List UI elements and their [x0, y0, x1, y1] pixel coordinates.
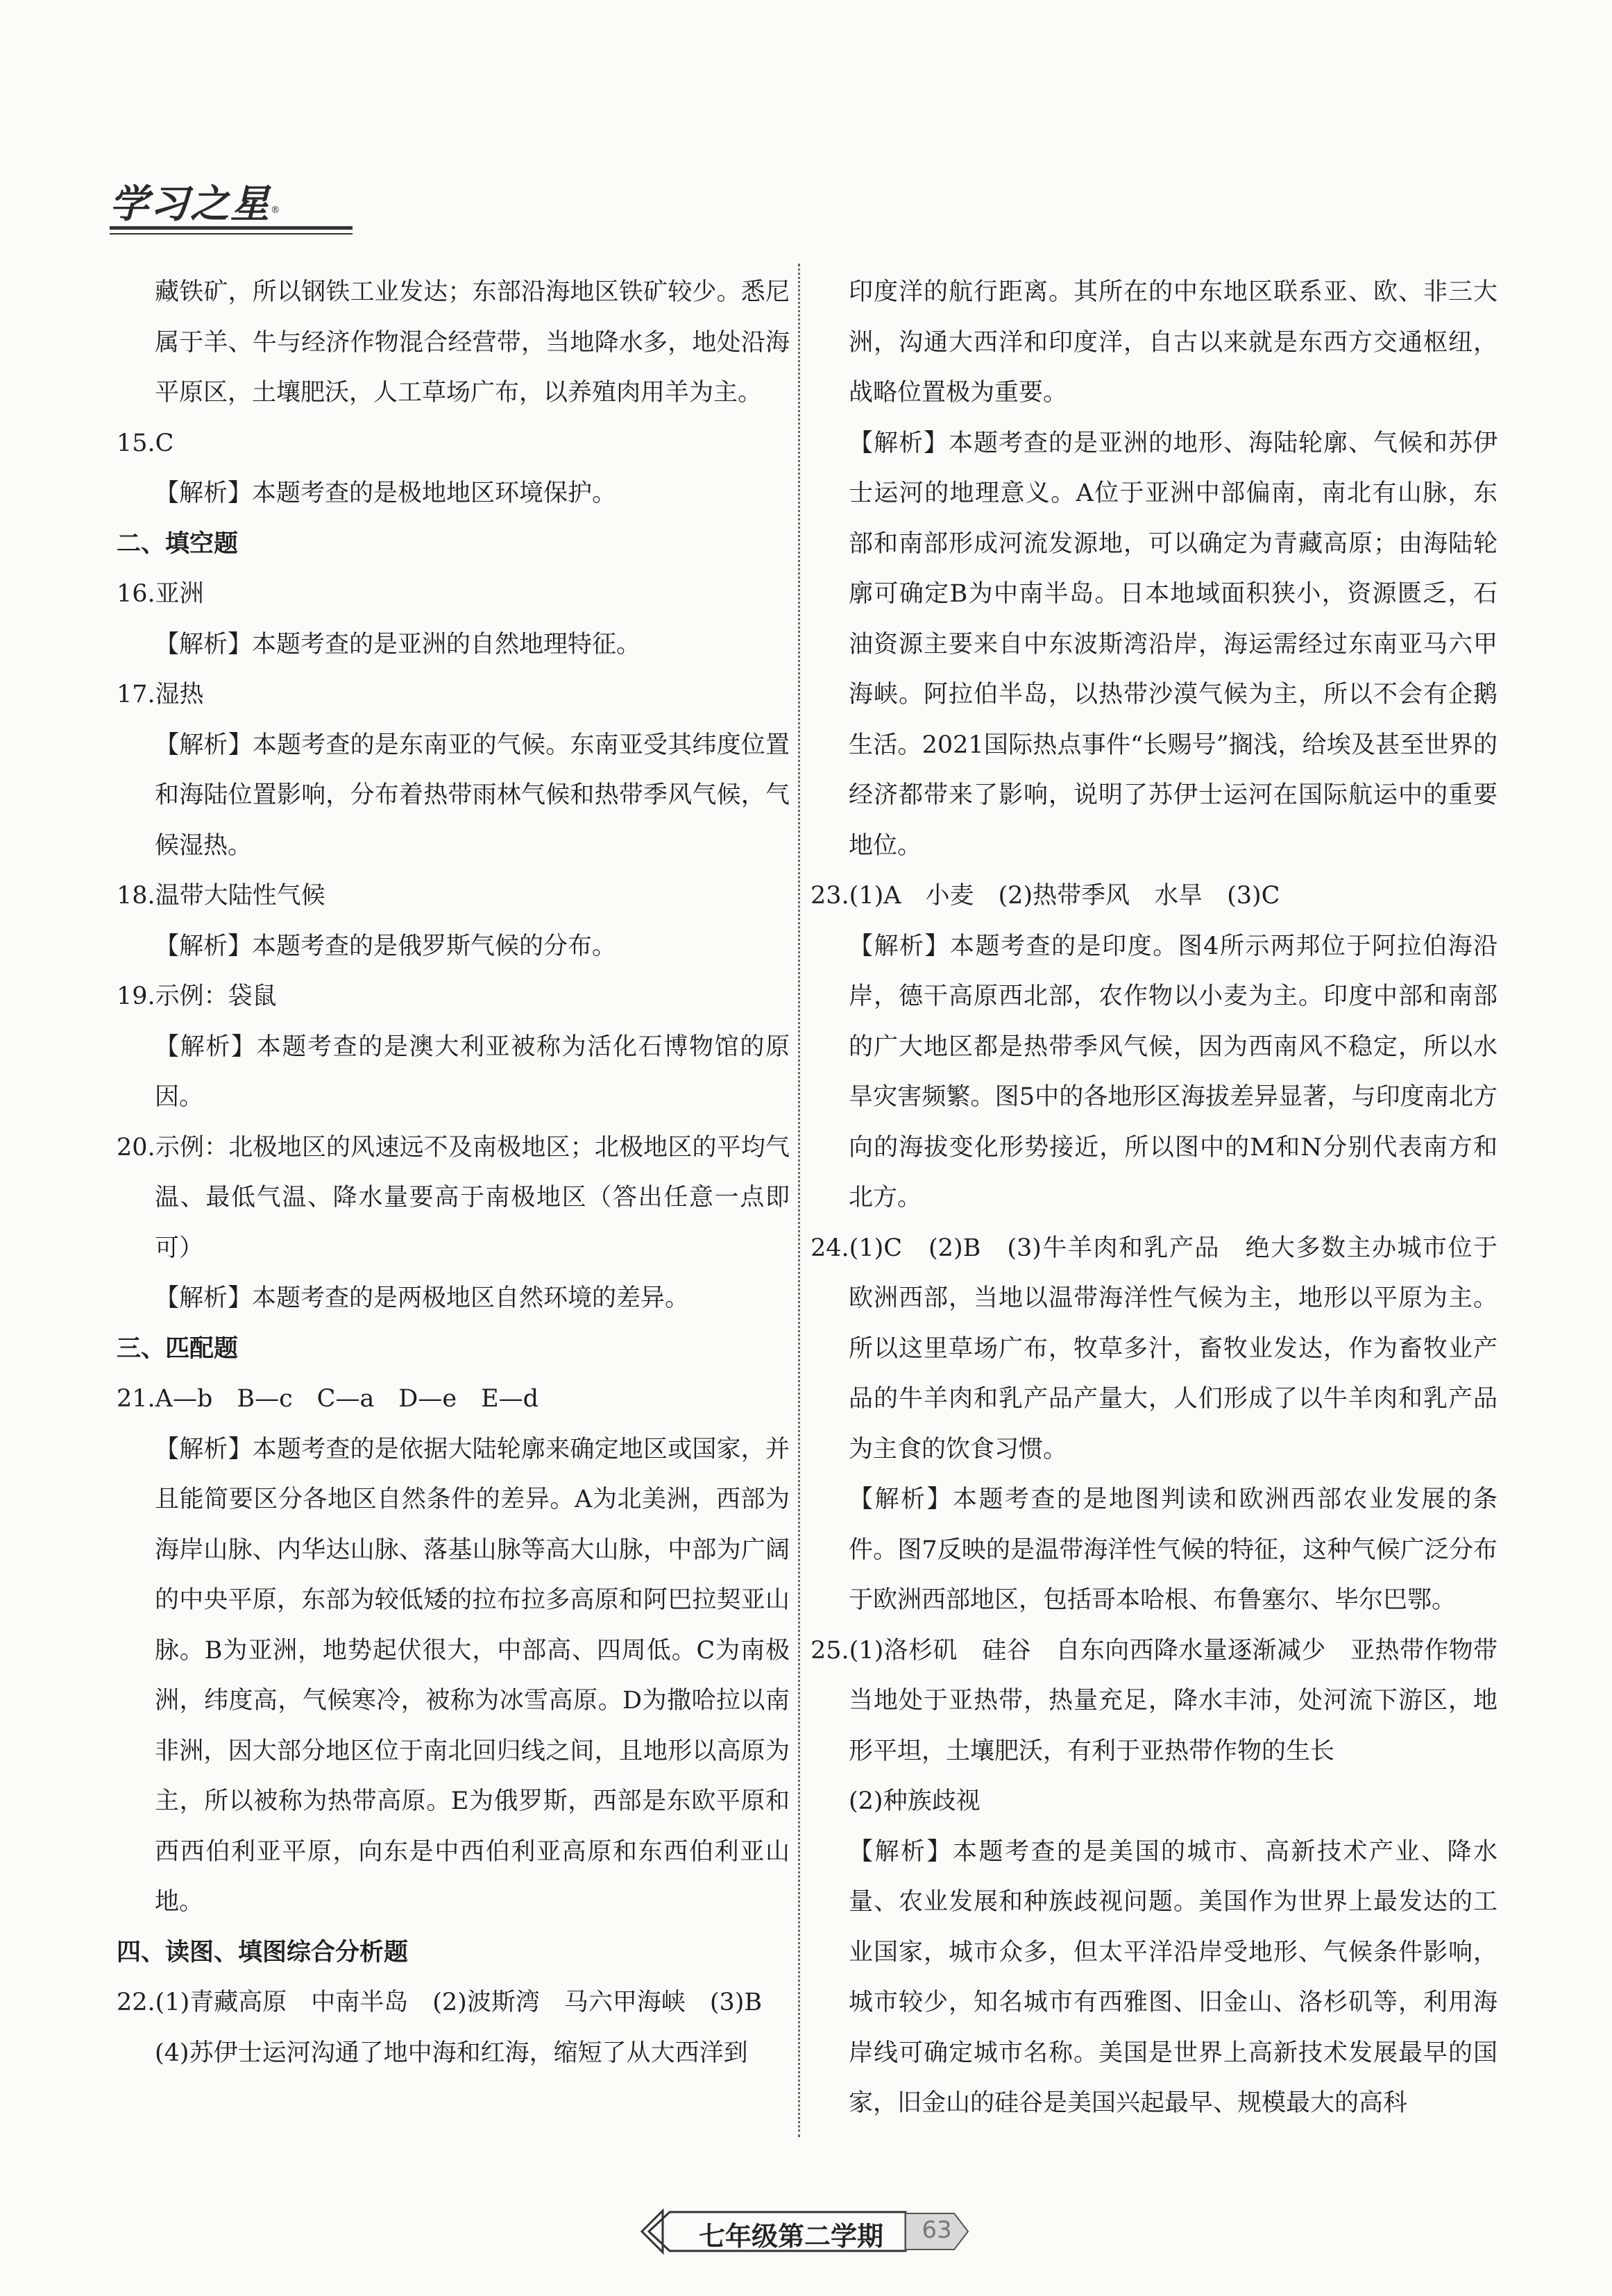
paragraph: 【解析】本题考查的是印度。图4所示两邦位于阿拉伯海沿岸，德干高原西北部，农作物以小麦为主。印度中部和南部的广大地区都是热带季风气候，因为西南风不稳定，所以水旱灾害频繁。图5中的各地形区海拔差异显著，与印度南北方向的海拔变化形势接近，所以图中的M和N分别代表南方和北方。: [849, 932, 1498, 1211]
paragraph: 18.温带大陆性气候: [117, 882, 325, 910]
section-heading: 二、填空题: [117, 529, 239, 558]
paragraph: 【解析】本题考查的是两极地区自然环境的差异。: [155, 1284, 690, 1312]
paragraph: 【解析】本题考查的是地图判读和欧洲西部农业发展的条件。图7反映的是温带海洋性气候的特征，这种气候广泛分布于欧洲西部地区，包括哥本哈根、布鲁塞尔、毕尔巴鄂。: [849, 1486, 1498, 1614]
section-heading: 四、读图、填图综合分析题: [117, 1938, 409, 1966]
left-column: [117, 267, 790, 2078]
paragraph: 22.(1)青藏高原 中南半岛 (2)波斯湾 马六甲海峡 (3)B: [117, 1989, 763, 2016]
paragraph: 【解析】本题考查的是美国的城市、高新技术产业、降水量、农业发展和种族歧视问题。美国作为世界上最发达的工业国家，城市众多，但太平洋沿岸受地形、气候条件影响，城市较少，知名城市有西雅图、旧金山、洛杉矶等，利用海岸线可确定城市名称。美国是世界上高新技术发展最早的国家，旧金山的硅谷是美国兴起最早、规模最大的高科: [849, 1837, 1498, 2117]
paragraph: 15.C: [117, 429, 174, 457]
header-rule: [110, 226, 353, 230]
paragraph: 【解析】本题考查的是极地地区环境保护。: [155, 479, 617, 507]
paragraph: 24.(1)C (2)B (3)牛羊肉和乳产品 绝大多数主办城市位于欧洲西部，当地以温带海洋性气候为主，地形以平原为主。所以这里草场广布，牧草多汁，畜牧业发达，作为畜牧业产品的牛羊肉和乳产品产量大，人们形成了以牛羊肉和乳产品为主食的饮食习惯。: [811, 1234, 1498, 1463]
paragraph: 【解析】本题考查的是澳大利亚被称为活化石博物馆的原因。: [155, 1032, 790, 1111]
paragraph: 印度洋的航行距离。其所在的中东地区联系亚、欧、非三大洲，沟通大西洋和印度洋，自古以来就是东西方交通枢纽，战略位置极为重要。: [849, 278, 1498, 407]
section-heading: 三、匹配题: [117, 1334, 239, 1363]
paragraph: 【解析】本题考查的是亚洲的地形、海陆轮廓、气候和苏伊士运河的地理意义。A位于亚洲中部偏南，南北有山脉，东部和南部形成河流发源地，可以确定为青藏高原；由海陆轮廓可确定B为中南半岛。日本地域面积狭小，资源匮乏，石油资源主要来自中东波斯湾沿岸，海运需经过东南亚马六甲海峡。阿拉伯半岛，以热带沙漠气候为主，所以不会有企鹅生活。2021国际热点事件“长赐号”搁浅，给埃及甚至世界的经济都带来了影响，说明了苏伊士运河在国际航运中的重要地位。: [849, 429, 1498, 860]
footer-banner: [628, 2208, 989, 2255]
paragraph: 【解析】本题考查的是东南亚的气候。东南亚受其纬度位置和海陆位置影响，分布着热带雨林气候和热带季风气候，气候湿热。: [155, 731, 790, 860]
grade-term-label: 七年级第二学期: [698, 2221, 883, 2252]
column-divider: [798, 264, 800, 2137]
paragraph: 20.示例：北极地区的风速远不及南极地区；北极地区的平均气温、最低气温、降水量要高于南极地区（答出任意一点即可）: [117, 1133, 790, 1262]
registered-mark: ®: [271, 205, 280, 216]
brand-title: 学习之星: [110, 182, 271, 227]
paragraph: (2)种族歧视: [849, 1787, 981, 1815]
paragraph: 16.亚洲: [117, 580, 204, 608]
paragraph: 【解析】本题考查的是亚洲的自然地理特征。: [155, 630, 641, 658]
paragraph: 【解析】本题考查的是俄罗斯气候的分布。: [155, 932, 617, 960]
paragraph: 【解析】本题考查的是依据大陆轮廓来确定地区或国家，并且能简要区分各地区自然条件的差异。A为北美洲，西部为海岸山脉、内华达山脉、落基山脉等高大山脉，中部为广阔的中央平原，东部为较低矮的拉布拉多高原和阿巴拉契亚山脉。B为亚洲，地势起伏很大，中部高、四周低。C为南极洲，纬度高，气候寒冷，被称为冰雪高原。D为撒哈拉以南非洲，因大部分地区位于南北回归线之间，且地形以高原为主，所以被称为热带高原。E为俄罗斯，西部是东欧平原和西西伯利亚平原，向东是中西伯利亚高原和东西伯利亚山地。: [155, 1435, 790, 1916]
header-rule-thin: [110, 233, 353, 235]
paragraph: 23.(1)A 小麦 (2)热带季风 水旱 (3)C: [811, 882, 1280, 910]
paragraph: 17.湿热: [117, 681, 204, 708]
paragraph: 25.(1)洛杉矶 硅谷 自东向西降水量逐渐减少 亚热带作物带 当地处于亚热带，热量充足，降水丰沛，处河流下游区，地形平坦，土壤肥沃，有利于亚热带作物的生长: [811, 1636, 1522, 1765]
brand-logo: [110, 173, 280, 229]
paragraph: 藏铁矿，所以钢铁工业发达；东部沿海地区铁矿较少。悉尼属于羊、牛与经济作物混合经营带，当地降水多，地处沿海平原区，土壤肥沃，人工草场广布，以养殖肉用羊为主。: [155, 278, 790, 407]
paragraph: 19.示例：袋鼠: [117, 983, 277, 1010]
paragraph: (4)苏伊士运河沟通了地中海和红海，缩短了从大西洋到: [155, 2039, 748, 2067]
right-column: [811, 267, 1522, 2129]
paragraph: 21.A—b B—c C—a D—e E—d: [117, 1385, 539, 1413]
page-number: 63: [922, 2216, 952, 2244]
